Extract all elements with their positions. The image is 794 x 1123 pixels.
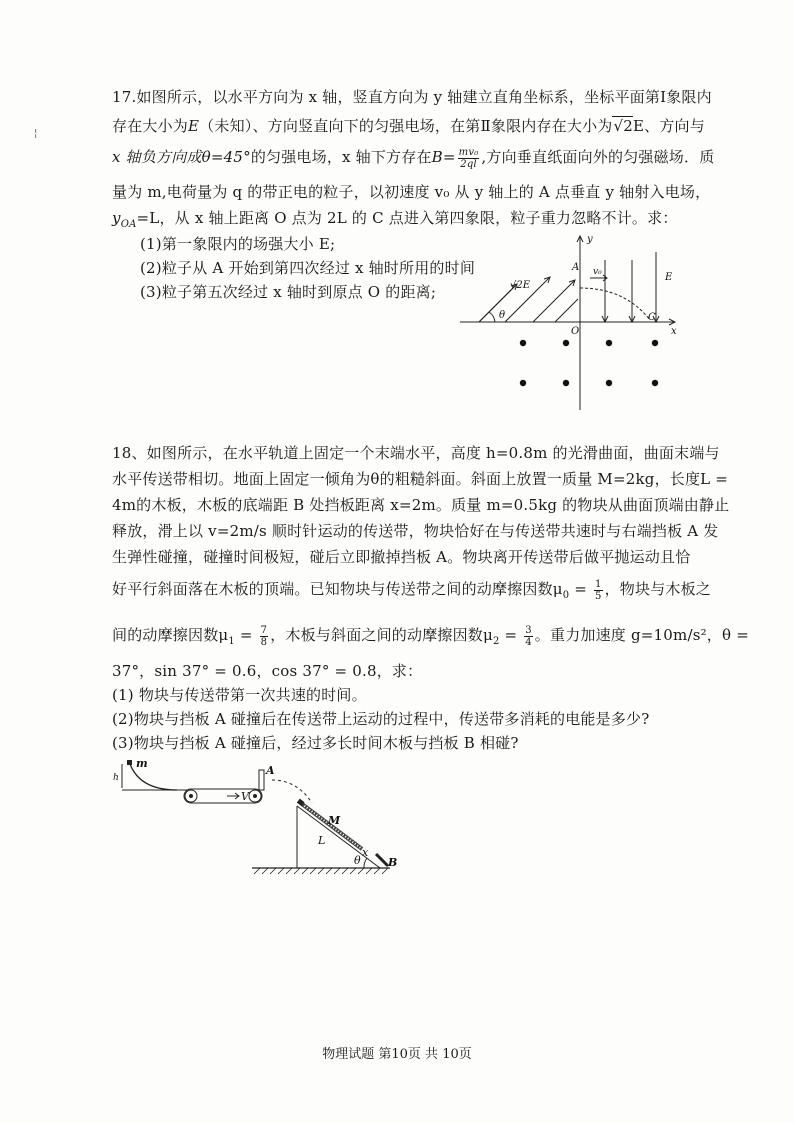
- q18-figure: [112, 758, 412, 883]
- label-O: O: [571, 326, 580, 337]
- label-h: h: [113, 773, 119, 783]
- projectile-path: [272, 780, 312, 803]
- field-line-ii: [533, 280, 575, 322]
- q17-sub1: (1)第一象限内的场强大小 E;: [140, 235, 336, 253]
- page-footer: 物理试题 第10页 共 10页: [322, 1047, 472, 1062]
- q17-sub2: (2)粒子从 A 开始到第四次经过 x 轴时所用的时间: [140, 259, 476, 277]
- trajectory: [580, 288, 650, 320]
- block-m: [127, 760, 132, 765]
- label-v0: v₀: [593, 267, 602, 277]
- q18-sub1: (1) 物块与传送带第一次共速的时间。: [112, 686, 367, 704]
- label-A: A: [266, 764, 275, 777]
- label-theta: θ: [499, 310, 506, 321]
- barrier-B: [376, 854, 388, 866]
- b-field-dots: [520, 340, 658, 386]
- q18-line1: 18、如图所示，在水平轨道上固定一个末端水平，高度 h=0.8m 的光滑曲面，曲面末端与: [112, 444, 720, 462]
- q17-figure: [455, 230, 685, 412]
- barrier-A: [259, 770, 264, 790]
- label-V: V: [241, 790, 249, 803]
- q17-line3: x 轴负方向成θ=45°的匀强电场，x 轴下方存在B= $\frac{\text{mv₀}}{2ql}$ ,方向垂直纸面向外的匀强磁场．质: [112, 146, 715, 170]
- label-x: x: [362, 846, 369, 859]
- label-x: x: [671, 326, 677, 337]
- q17-line1: 17.如图所示，以水平方向为 x 轴，竖直方向为 y 轴建立直角坐标系，坐标平面第Ⅰ象限内: [112, 88, 712, 106]
- q18-line4: 释放，滑上以 v=2m/s 顺时针运动的传送带，物块恰好在与传送带共速时与右端挡板 A 发: [112, 522, 719, 540]
- q18-line6: 好平行斜面落在木板的顶端。已知物块与传送带之间的动摩擦因数$\mu_0$ = $\frac{1}{5}$ ，物块与木板之: [112, 578, 712, 602]
- label-A: A: [572, 262, 580, 273]
- q18-line7: 间的动摩擦因数$\mu_1$ = $\frac{7}{8}$ ，木板与斜面之间的动摩擦因数$\mu_2$ = $\frac{3}{4}$ 。重力加速度 g=10m/s²，θ =: [112, 624, 749, 648]
- ground-hatch: [254, 868, 388, 874]
- q17-sub3: (3)粒子第五次经过 x 轴时到原点 O 的距离;: [140, 283, 437, 301]
- label-E: E: [665, 272, 673, 283]
- margin-mark: ¦: [34, 128, 38, 139]
- label-B: B: [388, 856, 398, 869]
- q18-sub2: (2)物块与挡板 A 碰撞后在传送带上运动的过程中，传送带多消耗的电能是多少?: [112, 710, 650, 728]
- q18-line8: 37°，sin 37° = 0.6，cos 37° = 0.8，求：: [112, 662, 423, 680]
- label-L: L: [318, 834, 326, 847]
- q18-line5: 生弹性碰撞，碰撞时间极短，碰后立即撤掉挡板 A。物块离开传送带后做平抛运动且恰: [112, 548, 691, 566]
- q17-line5: $y_{OA}=L$，从 x 轴上距离 O 点为 2L 的 C 点进入第四象限，粒子重力忽略不计。求：: [112, 209, 678, 230]
- q18-line3: 4m的木板，木板的底端距 B 处挡板距离 x=2m。质量 m=0.5kg 的物块从曲面顶端由静止: [112, 496, 730, 514]
- theta-arc: [489, 312, 495, 322]
- label-m: m: [136, 758, 148, 770]
- label-root2E: √2E: [510, 280, 531, 291]
- field-line-ii: [555, 299, 578, 322]
- q18-line2: 水平传送带相切。地面上固定一倾角为θ的粗糙斜面。斜面上放置一质量 M=2kg，长度L =: [112, 470, 729, 488]
- label-C: C: [648, 312, 656, 323]
- q18-sub3: (3)物块与挡板 A 碰撞后，经过多长时间木板与挡板 B 相碰?: [112, 734, 519, 752]
- q17-line4: 量为 m,电荷量为 q 的带正电的粒子，以初速度 v₀ 从 y 轴上的 A 点垂直 y 轴射入电场，: [112, 183, 711, 201]
- q17-line2: 存在大小为E（未知）、方向竖直向下的匀强电场，在第Ⅱ象限内存在大小为√2E、方向与: [112, 117, 705, 135]
- theta-arc: [364, 858, 367, 868]
- q17-B-fraction: $\frac{\text{mv₀}}{2ql}$: [458, 146, 479, 170]
- label-M: M: [328, 814, 341, 827]
- label-theta: θ: [354, 854, 361, 867]
- label-y: y: [587, 234, 593, 245]
- conveyor-belt: [184, 789, 262, 803]
